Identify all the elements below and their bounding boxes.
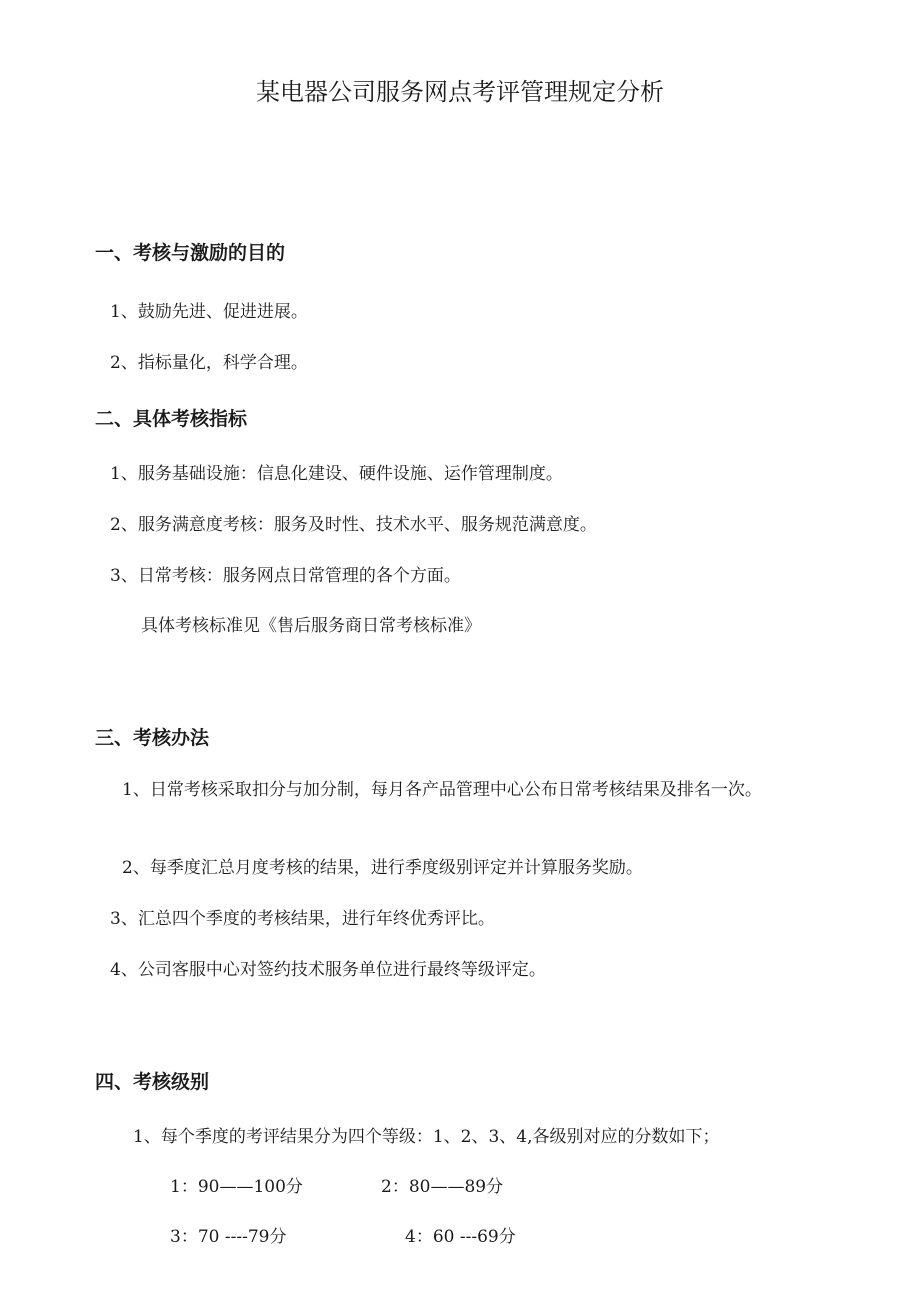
list-item: 2、每季度汇总月度考核的结果，进行季度级别评定并计算服务奖励。: [122, 858, 643, 878]
standard-reference-note: 具体考核标准见《售后服务商日常考核标准》: [141, 616, 481, 636]
section-heading-goals: 一、考核与激励的目的: [95, 242, 286, 264]
section-heading-levels: 四、考核级别: [95, 1071, 210, 1093]
list-item: 3、日常考核：服务网点日常管理的各个方面。: [110, 566, 461, 586]
list-item: 2、指标量化，科学合理。: [110, 353, 308, 373]
grade-range: 1：90——100分: [170, 1177, 303, 1197]
grade-range: 2：80——89分: [381, 1177, 504, 1197]
document-title: 某电器公司服务网点考评管理规定分析: [256, 78, 664, 106]
grade-range: 4：60 ---69分: [405, 1227, 516, 1247]
list-item: 2、服务满意度考核：服务及时性、技术水平、服务规范满意度。: [110, 515, 597, 535]
list-item: 1、鼓励先进、促进进展。: [110, 302, 308, 322]
section-heading-indicators: 二、具体考核指标: [95, 408, 248, 430]
list-item: 1、日常考核采取扣分与加分制，每月各产品管理中心公布日常考核结果及排名一次。: [122, 780, 762, 800]
list-item: 1、服务基础设施：信息化建设、硬件设施、运作管理制度。: [110, 464, 563, 484]
list-item: 1、每个季度的考评结果分为四个等级：1、2、3、4,各级别对应的分数如下；: [133, 1127, 720, 1147]
section-heading-methods: 三、考核办法: [95, 727, 210, 749]
grade-range: 3：70 ----79分: [170, 1227, 287, 1247]
list-item: 4、公司客服中心对签约技术服务单位进行最终等级评定。: [110, 960, 546, 980]
list-item: 3、汇总四个季度的考核结果，进行年终优秀评比。: [110, 909, 495, 929]
